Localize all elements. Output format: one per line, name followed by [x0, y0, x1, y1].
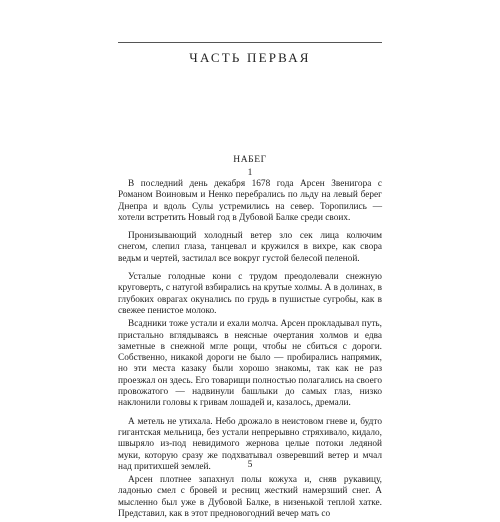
paragraph: Арсен плотнее запахнул полы кожуха и, сняв рукавицу, ладонью смел с бровей и ресниц жесткий намерзший снег. А мысленно был уже в Дубовой Балке, в низенькой теплой хатке. Представил, как в этот предновогодний вечер мать со: [118, 475, 382, 520]
page-number: 5: [247, 460, 253, 470]
body-text: [118, 179, 382, 522]
part-title: ЧАСТЬ ПЕРВАЯ: [189, 50, 311, 65]
paragraph: В последний день декабря 1678 года Арсен Звенигора с Романом Воиновым и Ненко перебрались по льду на левый берег Днепра и вдоль Сулы устремились на север. Торопились — хотели встретить Новый год в Дубовой Балке среди своих.: [118, 179, 382, 223]
paragraph: А метель не утихала. Небо дрожало в неистовом гневе и, будто гигантская мельница, без устали непрерывно стряхивало, кидало, швыряло из-под невидимого жернова целые потоки ледяной муки, которую сразу же подхватывал озверевший ветер и мчал над притихшей землей.: [118, 416, 382, 472]
header-rule: [118, 42, 382, 43]
paragraph: Пронизывающий холодный ветер зло сек лица колючим снегом, слепил глаза, танцевал и кружился в вихре, как свора ведьм и чертей, застилал все вокруг густой белесой пеленой.: [118, 231, 382, 264]
paragraph: Усталые голодные кони с трудом преодолевали снежную круговерть, с натугой взбирались на крутые холмы. А в долинах, в глубоких оврагах окунались по грудь в пушистые сугробы, как в свежее пенистое молоко.: [118, 272, 382, 316]
paragraph: Всадники тоже устали и ехали молча. Арсен прокладывал путь, пристально вглядываясь в неясные очертания холмов и едва заметные в снежной мгле рощи, чтобы не сбиться с дороги. Собственно, никакой дороги не было — пробирались напрямик, но эти места казаку были хорошо знакомы, так как не раз проезжал он здесь. Его товарищи полностью полагались на своего провожатого — надвинули башлыки до самых глаз, низко наклонили головы к гривам лошадей и, казалось, дремали.: [118, 319, 382, 409]
chapter-number: 1: [247, 168, 253, 178]
chapter-title: НАБЕГ: [233, 155, 267, 165]
